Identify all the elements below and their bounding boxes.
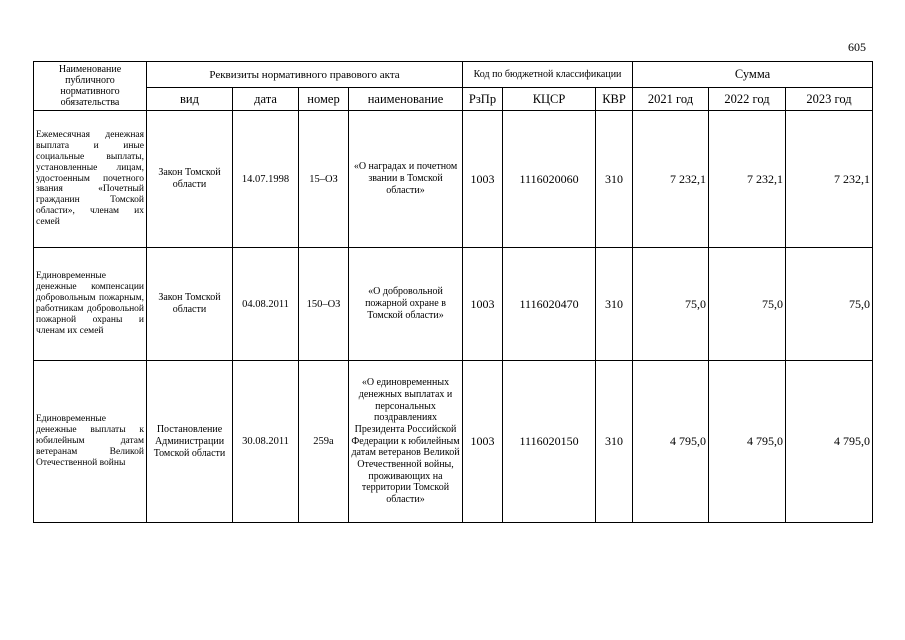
row-act-type: Закон Томской области xyxy=(147,111,233,248)
header-2023: 2023 год xyxy=(786,88,873,111)
row-act-number: 150–ОЗ xyxy=(299,248,349,361)
row-act-type: Закон Томской области xyxy=(147,248,233,361)
header-kcsr: КЦСР xyxy=(503,88,596,111)
row-rzpr: 1003 xyxy=(463,248,503,361)
page-number: 605 xyxy=(848,40,866,54)
row-kcsr: 1116020150 xyxy=(503,361,596,523)
row-kcsr: 1116020060 xyxy=(503,111,596,248)
row-obligation: Единовременные денежные компенсации добровольным пожарным, работникам добровольной пожарной охраны и членам их семей xyxy=(34,248,147,361)
header-budget-code: Код по бюджетной классификации xyxy=(463,62,633,88)
row-sum-2021: 75,0 xyxy=(633,248,709,361)
row-obligation: Ежемесячная денежная выплата и иные социальные выплаты, установленные лицам, удостоенным почетного звания «Почетный гражданин Томской области», членам их семей xyxy=(34,111,147,248)
row-act-date: 14.07.1998 xyxy=(233,111,299,248)
row-sum-2021: 4 795,0 xyxy=(633,361,709,523)
row-sum-2022: 4 795,0 xyxy=(709,361,786,523)
row-rzpr: 1003 xyxy=(463,361,503,523)
row-obligation: Единовременные денежные выплаты к юбилейным датам ветеранам Великой Отечественной войны xyxy=(34,361,147,523)
budget-obligations-table xyxy=(33,61,873,523)
row-kvr: 310 xyxy=(596,111,633,248)
row-sum-2023: 7 232,1 xyxy=(786,111,873,248)
row-act-date: 30.08.2011 xyxy=(233,361,299,523)
table-row xyxy=(34,248,873,361)
row-kvr: 310 xyxy=(596,248,633,361)
header-kvr: КВР xyxy=(596,88,633,111)
row-act-number: 259а xyxy=(299,361,349,523)
row-sum-2023: 75,0 xyxy=(786,248,873,361)
header-requisites: Реквизиты нормативного правового акта xyxy=(147,62,463,88)
header-rzpr: РзПр xyxy=(463,88,503,111)
header-2022: 2022 год xyxy=(709,88,786,111)
header-row-sub xyxy=(34,88,873,111)
header-row-top xyxy=(34,62,873,88)
table-row xyxy=(34,361,873,523)
row-act-date: 04.08.2011 xyxy=(233,248,299,361)
table-row xyxy=(34,111,873,248)
header-date: дата xyxy=(233,88,299,111)
row-act-name: «О единовременных денежных выплатах и персональных поздравлениях Президента Российской Федерации к юбилейным датам ветеранов Великой Отечественной войны, проживающих на территории Томской области» xyxy=(349,361,463,523)
header-2021: 2021 год xyxy=(633,88,709,111)
row-act-number: 15–ОЗ xyxy=(299,111,349,248)
header-obligation: Наименование публичного нормативного обязательства xyxy=(34,62,147,111)
row-kvr: 310 xyxy=(596,361,633,523)
row-act-name: «О добровольной пожарной охране в Томской области» xyxy=(349,248,463,361)
header-sum: Сумма xyxy=(633,62,873,88)
row-sum-2022: 7 232,1 xyxy=(709,111,786,248)
row-rzpr: 1003 xyxy=(463,111,503,248)
header-number: номер xyxy=(299,88,349,111)
row-act-type: Постановление Администрации Томской области xyxy=(147,361,233,523)
row-sum-2021: 7 232,1 xyxy=(633,111,709,248)
row-sum-2022: 75,0 xyxy=(709,248,786,361)
header-name: наименование xyxy=(349,88,463,111)
row-act-name: «О наградах и почетном звании в Томской области» xyxy=(349,111,463,248)
row-sum-2023: 4 795,0 xyxy=(786,361,873,523)
header-vid: вид xyxy=(147,88,233,111)
row-kcsr: 1116020470 xyxy=(503,248,596,361)
